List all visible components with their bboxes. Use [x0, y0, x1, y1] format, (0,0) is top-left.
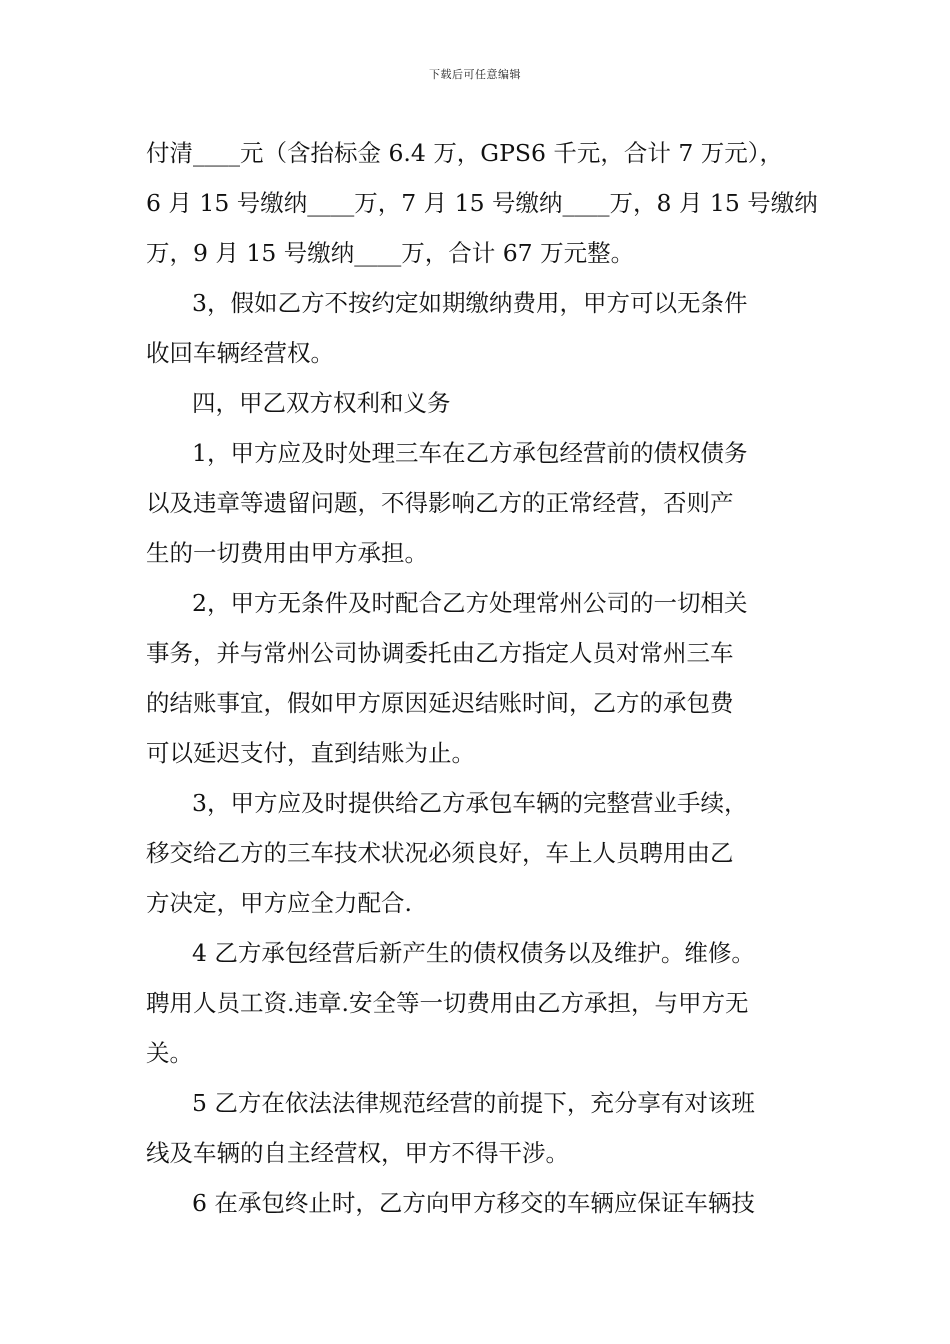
text-line: 移交给乙方的三车技术状况必须良好，车上人员聘用由乙	[146, 839, 734, 867]
text-line: 5 乙方在依法法律规范经营的前提下，充分享有对该班	[192, 1089, 755, 1117]
text-line: 线及车辆的自主经营权，甲方不得干涉。	[146, 1139, 569, 1167]
text-line: 3，甲方应及时提供给乙方承包车辆的完整营业手续，	[192, 789, 748, 817]
text-line: 4 乙方承包经营后新产生的债权债务以及维护。维修。	[192, 939, 755, 967]
text-line: 以及违章等遗留问题，不得影响乙方的正常经营，否则产	[146, 489, 734, 517]
text-line: 方决定，甲方应全力配合.	[146, 889, 412, 917]
text-line: 的结账事宜，假如甲方原因延迟结账时间，乙方的承包费	[146, 689, 734, 717]
page-header: 下载后可任意编辑	[429, 68, 521, 81]
document-body	[146, 128, 818, 1228]
text-line: 万，9 月 15 号缴纳____万，合计 67 万元整。	[146, 239, 635, 267]
text-line: 关。	[146, 1039, 193, 1067]
text-line: 3，假如乙方不按约定如期缴纳费用，甲方可以无条件	[192, 289, 748, 317]
text-line: 生的一切费用由甲方承担。	[146, 539, 428, 567]
text-line: 1，甲方应及时处理三车在乙方承包经营前的债权债务	[192, 439, 748, 467]
text-line: 6 在承包终止时，乙方向甲方移交的车辆应保证车辆技	[192, 1189, 755, 1217]
text-line: 事务，并与常州公司协调委托由乙方指定人员对常州三车	[146, 639, 734, 667]
text-line: 聘用人员工资.违章.安全等一切费用由乙方承担，与甲方无	[146, 989, 749, 1017]
text-line: 付清____元（含抬标金 6.4 万，GPS6 千元，合计 7 万元），	[146, 139, 784, 167]
text-line: 收回车辆经营权。	[146, 339, 334, 367]
section-heading: 四，甲乙双方权利和义务	[192, 389, 451, 417]
text-line: 2，甲方无条件及时配合乙方处理常州公司的一切相关	[192, 589, 748, 617]
text-line: 可以延迟支付，直到结账为止。	[146, 739, 475, 767]
text-line: 6 月 15 号缴纳____万，7 月 15 号缴纳____万，8 月 15 号缴纳	[146, 189, 818, 217]
